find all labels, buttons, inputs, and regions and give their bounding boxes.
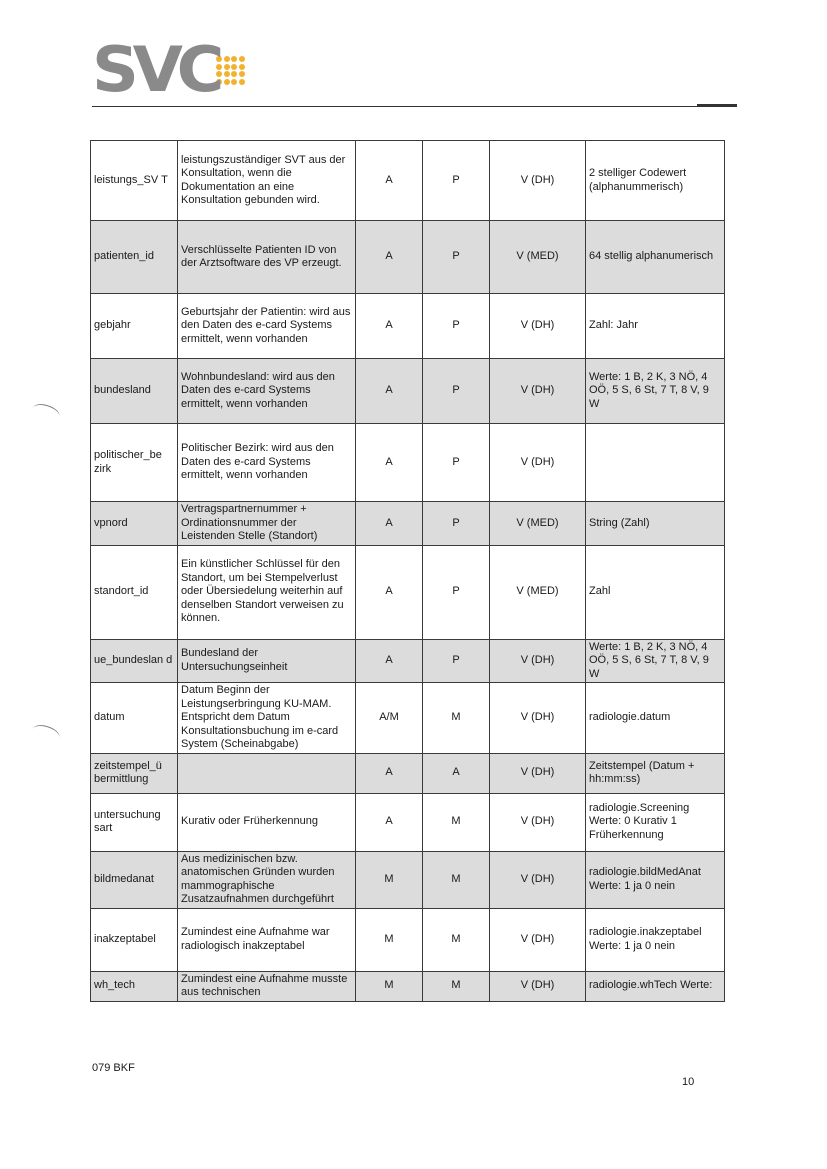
data-field-table — [90, 140, 725, 1002]
table-row — [91, 851, 725, 908]
field-code-a: A — [356, 545, 423, 639]
logo-dots-icon — [216, 56, 245, 85]
field-code-b: P — [423, 221, 490, 294]
table-row — [91, 294, 725, 359]
field-name: bundesland — [91, 359, 178, 424]
page-number: 10 — [682, 1076, 695, 1088]
table-row — [91, 359, 725, 424]
field-description: Kurativ oder Früherkennung — [178, 793, 356, 851]
field-code-a: A — [356, 141, 423, 221]
field-code-a: A — [356, 502, 423, 546]
field-description: Datum Beginn der Leistungserbringung KU-MAM. Entspricht dem Datum Konsultationsbuchung im e-card System (Scheinabgabe) — [178, 683, 356, 754]
field-code-c: V (DH) — [490, 424, 586, 502]
field-name: patienten_id — [91, 221, 178, 294]
field-code-b: M — [423, 971, 490, 1001]
field-name: datum — [91, 683, 178, 754]
scan-hole-mark — [30, 722, 61, 745]
field-values: String (Zahl) — [586, 502, 725, 546]
field-code-c: V (MED) — [490, 221, 586, 294]
field-values: Zeitstempel (Datum + hh:mm:ss) — [586, 753, 725, 793]
field-code-c: V (DH) — [490, 359, 586, 424]
field-description: leistungszuständiger SVT aus der Konsultation, wenn die Dokumentation an eine Konsultation gebunden wird. — [178, 141, 356, 221]
field-values: Werte: 1 B, 2 K, 3 NÖ, 4 OÖ, 5 S, 6 St, 7 T, 8 V, 9 W — [586, 359, 725, 424]
field-name: untersuchung sart — [91, 793, 178, 851]
field-code-b: M — [423, 683, 490, 754]
field-code-a: A — [356, 221, 423, 294]
field-name: vpnord — [91, 502, 178, 546]
table-row — [91, 793, 725, 851]
field-code-b: P — [423, 141, 490, 221]
field-description: Bundesland der Untersuchungseinheit — [178, 639, 356, 683]
field-values: Zahl: Jahr — [586, 294, 725, 359]
table-row — [91, 545, 725, 639]
field-code-b: P — [423, 424, 490, 502]
field-values: radiologie.inakzeptabel Werte: 1 ja 0 nein — [586, 908, 725, 971]
document-code: 079 BKF — [92, 1062, 135, 1074]
field-code-a: A — [356, 424, 423, 502]
field-code-c: V (DH) — [490, 683, 586, 754]
field-description: Geburtsjahr der Patientin: wird aus den Daten des e-card Systems ermittelt, wenn vorhanden — [178, 294, 356, 359]
field-description: Ein künstlicher Schlüssel für den Standort, um bei Stempelverlust oder Übersiedelung weiterhin auf denselben Standort verweisen zu können. — [178, 545, 356, 639]
header-rule — [92, 106, 737, 107]
logo-text: SVC — [92, 33, 219, 106]
field-code-b: M — [423, 793, 490, 851]
field-description: Verschlüsselte Patienten ID von der Arztsoftware des VP erzeugt. — [178, 221, 356, 294]
table-row — [91, 424, 725, 502]
field-code-a: M — [356, 971, 423, 1001]
scan-hole-mark — [30, 401, 61, 424]
field-code-a: A — [356, 639, 423, 683]
field-description: Zumindest eine Aufnahme musste aus technischen — [178, 971, 356, 1001]
field-description: Wohnbundesland: wird aus den Daten des e-card Systems ermittelt, wenn vorhanden — [178, 359, 356, 424]
field-description: Zumindest eine Aufnahme war radiologisch inakzeptabel — [178, 908, 356, 971]
field-code-b: A — [423, 753, 490, 793]
field-code-b: M — [423, 908, 490, 971]
field-values: Werte: 1 B, 2 K, 3 NÖ, 4 OÖ, 5 S, 6 St, 7 T, 8 V, 9 W — [586, 639, 725, 683]
field-name: gebjahr — [91, 294, 178, 359]
field-name: bildmedanat — [91, 851, 178, 908]
field-code-c: V (MED) — [490, 502, 586, 546]
field-name: leistungs_SV T — [91, 141, 178, 221]
field-code-b: P — [423, 359, 490, 424]
field-values: 64 stellig alphanumerisch — [586, 221, 725, 294]
field-name: inakzeptabel — [91, 908, 178, 971]
field-description: Politischer Bezirk: wird aus den Daten des e-card Systems ermittelt, wenn vorhanden — [178, 424, 356, 502]
field-code-b: P — [423, 294, 490, 359]
field-code-c: V (DH) — [490, 753, 586, 793]
field-name: wh_tech — [91, 971, 178, 1001]
field-code-a: M — [356, 908, 423, 971]
field-description: Vertragspartnernummer + Ordinationsnummer der Leistenden Stelle (Standort) — [178, 502, 356, 546]
field-code-c: V (MED) — [490, 545, 586, 639]
header-rule-accent — [697, 104, 737, 106]
field-code-a: A — [356, 753, 423, 793]
field-code-c: V (DH) — [490, 141, 586, 221]
field-code-c: V (DH) — [490, 971, 586, 1001]
field-name: standort_id — [91, 545, 178, 639]
field-code-c: V (DH) — [490, 851, 586, 908]
table-row — [91, 221, 725, 294]
field-code-b: P — [423, 639, 490, 683]
field-code-a: A — [356, 793, 423, 851]
table-row — [91, 753, 725, 793]
field-values: 2 stelliger Codewert (alphanummerisch) — [586, 141, 725, 221]
field-code-a: A — [356, 359, 423, 424]
field-code-a: A — [356, 294, 423, 359]
table-row — [91, 141, 725, 221]
field-code-c: V (DH) — [490, 294, 586, 359]
field-name: ue_bundeslan d — [91, 639, 178, 683]
field-name: politischer_be zirk — [91, 424, 178, 502]
field-code-c: V (DH) — [490, 639, 586, 683]
field-values: radiologie.bildMedAnat Werte: 1 ja 0 nein — [586, 851, 725, 908]
field-values — [586, 424, 725, 502]
svc-logo — [92, 33, 245, 106]
field-code-c: V (DH) — [490, 793, 586, 851]
field-values: radiologie.whTech Werte: — [586, 971, 725, 1001]
field-code-a: M — [356, 851, 423, 908]
field-values: radiologie.datum — [586, 683, 725, 754]
table-row — [91, 639, 725, 683]
field-code-a: A/M — [356, 683, 423, 754]
field-code-b: P — [423, 502, 490, 546]
table-row — [91, 683, 725, 754]
field-name: zeitstempel_ü bermittlung — [91, 753, 178, 793]
field-code-b: M — [423, 851, 490, 908]
table-row — [91, 908, 725, 971]
field-code-c: V (DH) — [490, 908, 586, 971]
field-description — [178, 753, 356, 793]
field-values: Zahl — [586, 545, 725, 639]
table-row — [91, 971, 725, 1001]
field-description: Aus medizinischen bzw. anatomischen Gründen wurden mammographische Zusatzaufnahmen durchgeführt — [178, 851, 356, 908]
field-values: radiologie.Screening Werte: 0 Kurativ 1 Früherkennung — [586, 793, 725, 851]
table-row — [91, 502, 725, 546]
field-code-b: P — [423, 545, 490, 639]
